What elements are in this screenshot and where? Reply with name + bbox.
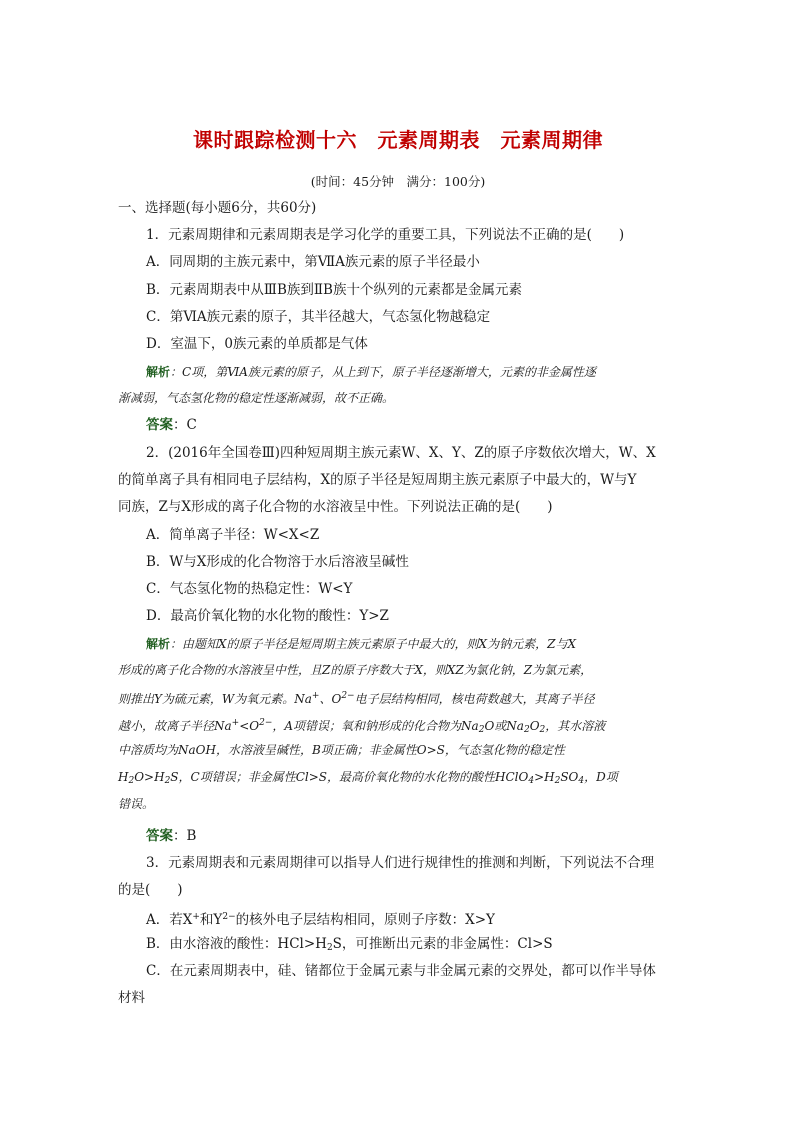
- q3-option-a: A．若X+和$Y^{2-}$的核外电子层结构相同，原则子序数：X>Y: [146, 912, 495, 928]
- q1-option-c: C．第ⅥA族元素的原子，其半径越大，气态氢化物越稳定: [146, 309, 491, 325]
- answer-label: 答案: [146, 828, 173, 844]
- q2-option-a: A．简单离子半径：W<X<Z: [146, 527, 320, 543]
- q3-option-b: B．由水溶液的酸性：$HCl>H_2S$，可推断出元素的非金属性：Cl>S: [146, 936, 553, 953]
- q2-explanation-line-4: 越小，故离子半径$Na^+<O^{2-}$，A项错误；氧和钠形成的化合物为$Na_2O$或$Na_2O_2$，其水溶液: [118, 718, 606, 735]
- page-title: 课时跟踪检测十六 元素周期表 元素周期律: [193, 128, 603, 152]
- q3-stem-line-2: 的是( ): [118, 882, 183, 898]
- q2-option-c: C．气态氢化物的热稳定性：W<Y: [146, 581, 353, 597]
- page-subtitle: (时间：45分钟 满分：100分): [310, 174, 486, 189]
- q1-explanation-line-1: 解析：C项，第ⅥA族元素的原子，从上到下，原子半径逐渐增大，元素的非金属性逐: [146, 365, 596, 379]
- q2-stem-line-3: 同族，Z与X形成的离子化合物的水溶液呈中性。下列说法正确的是( ): [118, 499, 553, 515]
- q2-option-d: D．最高价氧化物的水化物的酸性：Y>Z: [146, 608, 389, 624]
- q2-answer: 答案：B: [146, 828, 197, 844]
- q2-explanation-line-3: 则推出Y为硫元素，W为氧元素。Na+、$O^{2-}$电子层结构相同，核电荷数越大，其离子半径: [118, 691, 595, 706]
- q1-option-b: B．元素周期表中从ⅢB族到ⅡB族十个纵列的元素都是金属元素: [146, 282, 522, 298]
- section-heading: 一、选择题(每小题6分，共60分): [118, 200, 317, 216]
- q3-option-c-line-1: C．在元素周期表中，硅、锗都位于金属元素与非金属元素的交界处，都可以作半导体: [146, 963, 656, 979]
- q2-stem-line-1: 2．(2016年全国卷Ⅲ)四种短周期主族元素W、X、Y、Z的原子序数依次增大，W、X: [146, 445, 656, 461]
- q1-answer: 答案：C: [146, 417, 197, 433]
- q3-stem-line-1: 3．元素周期表和元素周期律可以指导人们进行规律性的推测和判断，下列说法不合理: [146, 855, 655, 871]
- explanation-label: 解析: [146, 365, 171, 379]
- q2-option-b: B．W与X形成的化合物溶于水后溶液呈碱性: [146, 554, 409, 570]
- answer-label: 答案: [146, 417, 173, 433]
- q3-option-c-line-2: 材料: [118, 990, 145, 1006]
- q2-stem-line-2: 的简单离子具有相同电子层结构，X的原子半径是短周期主族元素原子中最大的，W与Y: [118, 472, 637, 488]
- q2-explanation-line-1: 解析：由题知X的原子半径是短周期主族元素原子中最大的，则X为钠元素，Z与X: [146, 637, 576, 651]
- q2-explanation-line-2: 形成的离子化合物的水溶液呈中性，且Z的原子序数大于X，则XZ为氯化钠，Z为氯元素，: [118, 663, 593, 677]
- q2-explanation-line-7: 错误。: [118, 797, 155, 811]
- q2-explanation-line-5: 中溶质均为NaOH，水溶液呈碱性，B项正确；非金属性O>S，气态氢化物的稳定性: [118, 743, 565, 757]
- q1-explanation-line-2: 渐减弱，气态氢化物的稳定性逐渐减弱，故不正确。: [118, 391, 395, 405]
- q1-stem: 1．元素周期律和元素周期表是学习化学的重要工具，下列说法不正确的是( ): [146, 227, 625, 243]
- q1-option-d: D．室温下，0族元素的单质都是气体: [146, 336, 368, 352]
- q2-explanation-line-6: $H_2O>H_2S$，C项错误；非金属性Cl>S，最高价氧化物的水化物的酸性$HClO_4>H_2SO_4$，D项: [118, 770, 618, 786]
- explanation-label: 解析: [146, 637, 171, 651]
- q1-option-a: A．同周期的主族元素中，第ⅦA族元素的原子半径最小: [146, 254, 480, 270]
